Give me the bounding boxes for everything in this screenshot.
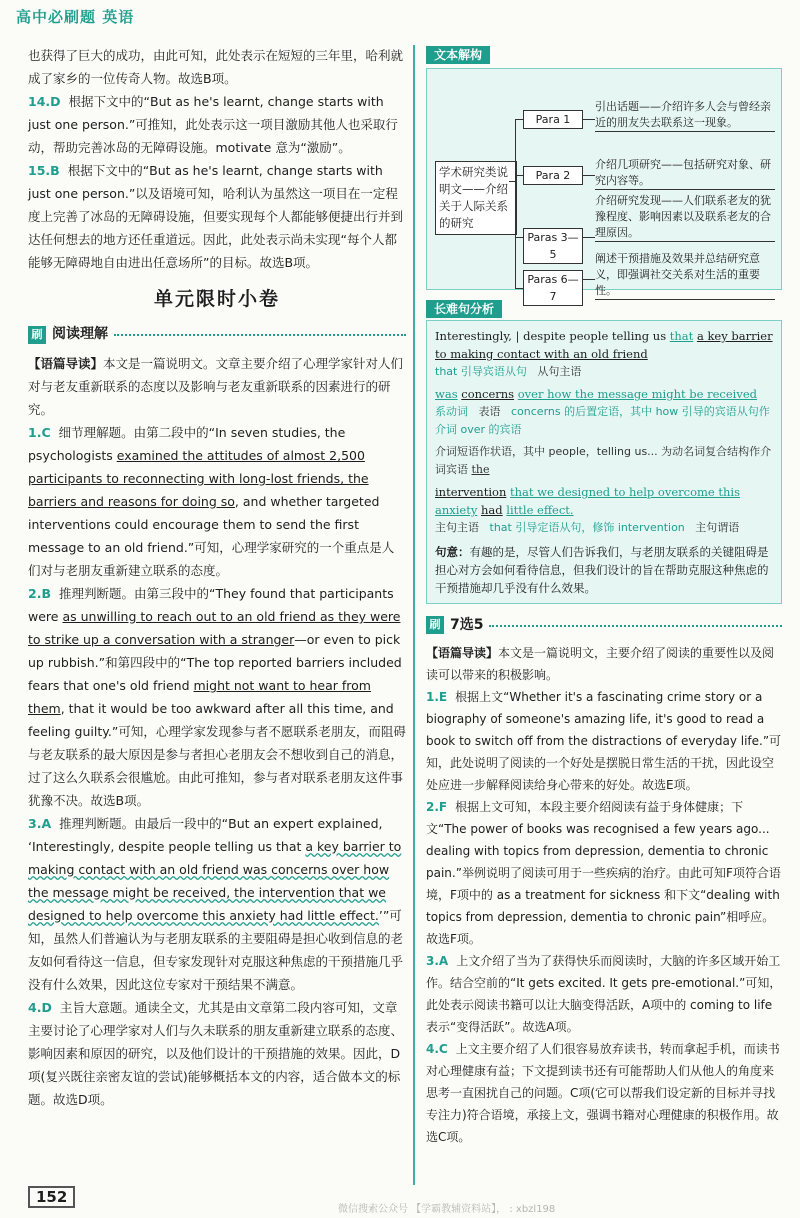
q14-answer: D bbox=[50, 94, 61, 109]
answer-3: 3.A 推理判断题。由最后一段中的“But an expert explained, ‘Interestingly, despite people telling us that a key barrier to making contact with an old friend was concerns over how the message might be received, the intervention that we designed to help overcome this anxiety had little effect.’”可知，虽然人们普遍认为与老朋友联系的主要阻碍是担心收到信息的老友如何看待这一信息，但专家发现针对克服这种焦虑的干预措施几乎没有什么效果，因此这位专家对干预结果不满意。 bbox=[28, 816, 404, 992]
footer-watermark: 微信搜索公众号 【学霸教辅资料站】， : xbzl198 bbox=[338, 1204, 556, 1215]
answer-1: 1.C 细节理解题。由第二段中的“In seven studies, the psychologists examined the attitudes of almost 2,500 participants to reconnecting with long-lost friends, the barriers and reasons for doing so, and whether targeted interventions could encourage them to send the first message to an old friend.”可知，心理学家研究的一个重点是人们对与老朋友重新建立联系的态度。 bbox=[28, 425, 395, 578]
outline-desc-3: 介绍研究发现——人们联系老友的犹豫程度、影响因素以及联系老友的合理原因。 bbox=[595, 193, 775, 242]
seven-five-heading bbox=[426, 614, 782, 636]
outline-desc-2: 介绍几项研究——包括研究对象、研究内容等。 bbox=[595, 157, 775, 190]
dotted-rule bbox=[489, 624, 782, 627]
outline-para-3: Paras 3—5 bbox=[523, 228, 583, 264]
outline-connector bbox=[581, 279, 595, 280]
outline-para-1: Para 1 bbox=[523, 110, 583, 129]
answer-4: 4.D 主旨大意题。通读全文，尤其是由文章第二段内容可知，文章主要讨论了心理学家对人们与久未联系的朋友重新建立联系的态度、影响因素和原因的研究，以及他们设计的干预措施的效果。因此，D项(复兴既往亲密友谊的尝试)能够概括本文的内容，适合做本文的标题。故选D项。 bbox=[28, 1000, 404, 1107]
q15-text: 根据下文中的“But as he's learnt, change starts with just one person.”以及语境可知，哈利认为虽然这一项目在一定程度上完善了冰岛的无障碍设施，但要实现每个人都能够便捷出行并到达任何想去的地方还任重道远。因此，此处表示尚未实现“每个人都能够无障碍地自由进出任意场所”的目标。故选B项。 bbox=[28, 163, 404, 270]
b-answer-1: 1.E 根据上文“Whether it's a fascinating crime story or a biography of someone's amazing life, it's good to read a book to switch off from the distractions of everyday life.”可知，此处说明了阅读的一个好处是摆脱日常生活的干扰，因此设空处应进一步解释阅读给身心带来的好处。故选E项。 bbox=[426, 690, 782, 792]
q15: 15.B 根据下文中的“But as he's learnt, change starts with just one person.”以及语境可知，哈利认为虽然这一项目在一定程度上完善了冰岛的无障碍设施，但要实现每个人都能够便捷出行并到达任何想去的地方还任重道远。因此，此处表示尚未实现“每个人都能够无障碍地自由进出任意场所”的目标。故选B项。 bbox=[28, 163, 404, 270]
q13-continued: 也获得了巨大的成功，由此可知，此处表示在短短的三年里，哈利就成了家乡的一位传奇人物。故选B项。 bbox=[28, 48, 404, 86]
b-answer-2: 2.F 根据上文可知，本段主要介绍阅读有益于身体健康；下文“The power of books was recognised a few years ago... dealing with topics from depression, dementia to chronic pain.”举例说明了阅读可用于一些疾病的治疗。由此可知F项符合语境，F项中的 as a treatment for sickness 和下文“dealing with topics from depression, dementia to chronic pain”相呼应。故选F项。 bbox=[426, 800, 781, 946]
q14-text: 根据下文中的“But as he's learnt, change starts with just one person.”可推知，此处表示这一项目激励其他人也采取行动，帮助完善冰岛的无障碍设施。motivate 意为“激励”。 bbox=[28, 94, 398, 155]
b-answer-4: 4.C 上文主要介绍了人们很容易放弃读书，转而拿起手机，而读书对心理健康有益；下文提到读书还有可能帮助人们从他人的角度来思考一直困扰自己的问题。C项(它可以帮我们设定新的目标并寻找专注力)符合语境，承接上文，强调书籍对心理健康的积极作用。故选C项。 bbox=[426, 1042, 780, 1144]
seven-five-label: 7选5 bbox=[450, 617, 484, 633]
evidence-underline: as unwilling to reach out to an old friend as they were to strike up a conversation with a stranger bbox=[28, 609, 401, 647]
left-column bbox=[28, 44, 406, 1111]
q15-answer: B bbox=[50, 163, 60, 178]
reading-label: 阅读理解 bbox=[52, 326, 108, 342]
page-number: 152 bbox=[28, 1186, 75, 1208]
q14: 14.D 根据下文中的“But as he's learnt, change starts with just one person.”可推知，此处表示这一项目激励其他人也采取行动，帮助完善冰岛的无障碍设施。motivate 意为“激励”。 bbox=[28, 94, 398, 155]
outline-connector bbox=[515, 119, 523, 120]
column-divider bbox=[413, 45, 415, 1185]
outline-connector bbox=[515, 237, 523, 238]
outline-connector bbox=[581, 175, 595, 176]
b-answer-3: 3.A 上文介绍了当为了获得快乐而阅读时，大脑的许多区域开始工作。结合空前的“It gets excited. It gets pre-emotional.”可知，此处表示阅读书籍可以让大脑变得活跃，A项中的 coming to life 表示“变得活跃”。故选A项。 bbox=[426, 954, 782, 1034]
outline-para-4: Paras 6—7 bbox=[523, 270, 583, 306]
reading-guide: 【语篇导读】本文是一篇说明文。文章主要介绍了心理学家针对人们对与老友重新联系的态度以及影响与老友重新联系的因素进行的研究。 bbox=[28, 356, 404, 417]
brush-badge-icon: 刷 bbox=[426, 616, 444, 634]
outline-desc-4: 阐述干预措施及效果并总结研究意义，即强调社交关系对生活的重要性。 bbox=[595, 251, 775, 300]
dotted-rule bbox=[114, 333, 406, 336]
outline-connector bbox=[515, 119, 516, 289]
outline-connector bbox=[581, 119, 595, 120]
outline-connector bbox=[509, 181, 516, 182]
evidence-underline: a key barrier to making contact with an old friend was concerns over how the message might be received, the intervention that we designed to help overcome this anxiety had little effect. bbox=[28, 839, 402, 923]
outline-desc-1: 引出话题——介绍许多人会与曾经亲近的朋友失去联系这一现象。 bbox=[595, 99, 775, 132]
reading-heading bbox=[28, 323, 406, 346]
section-title: 单元限时小卷 bbox=[153, 288, 280, 310]
seven-five-guide: 【语篇导读】本文是一篇说明文，主要介绍了阅读的重要性以及阅读可以带来的积极影响。 bbox=[426, 646, 775, 682]
analysis-tag: 长难句分析 bbox=[426, 300, 502, 318]
outline-tag: 文本解构 bbox=[426, 46, 490, 64]
outline-connector bbox=[515, 175, 523, 176]
evidence-underline: examined the attitudes of almost 2,500 participants to reconnecting with long-lost friends, the barriers and reasons for doing so bbox=[28, 448, 369, 509]
outline-connector bbox=[515, 288, 523, 289]
answer-2: 2.B 推理判断题。由第三段中的“They found that participants were as unwilling to reach out to an old friend as they were to strike up a conversation with a stranger—or even to pick up rubbish.”和第四段中的“The top reported barriers included fears that one's old friend might not want to hear from them, that it would be too awkward after all this time, and feeling guilty.”可知，心理学家发现参与者不愿联系老朋友，而阻碍与老友联系的最大原因是参与者担心老朋友会不想收到自己的消息，过了这么久联系会很尴尬。由此可推知，参与者对联系老朋友这件事犹豫不决。故选B项。 bbox=[28, 586, 406, 808]
outline-para-2: Para 2 bbox=[523, 166, 583, 185]
outline-connector bbox=[581, 237, 595, 238]
sentence-analysis: Interestingly, | despite people telling us that a key barrier to making contact with an old friend that 引导宾语从句 从句主语 was concerns over how the message might be received 系动词 表语 concerns 的后置定语，其中 how 引导的宾语从句作介词 over 的宾语 介词短语作状语，其中 people，telling us... 为动名词复合结构作介词宾语 the intervention that we designed to help overcome this anxiety had little effect. 主句主语 that 引导定语从句，修饰 intervention 主句谓语 句意：有趣的是，尽管人们告诉我们，与老朋友联系的关键阻碍是担心对方会如何看待信息，但我们设计的旨在帮助克服这种焦虑的干预措施却几乎没有什么效果。 bbox=[426, 320, 782, 604]
outline-root: 学术研究类说明文——介绍关于人际关系的研究 bbox=[435, 161, 517, 235]
page-header: 高中必刷题 英语 bbox=[16, 8, 135, 26]
evidence-underline: might not want to hear from them bbox=[28, 678, 371, 716]
sentence-translation: 句意：有趣的是，尽管人们告诉我们，与老朋友联系的关键阻碍是担心对方会如何看待信息，但我们设计的旨在帮助克服这种焦虑的干预措施却几乎没有什么效果。 bbox=[435, 545, 769, 595]
right-column bbox=[426, 44, 782, 1148]
text-structure-diagram bbox=[426, 68, 782, 303]
brush-badge-icon: 刷 bbox=[28, 326, 46, 344]
